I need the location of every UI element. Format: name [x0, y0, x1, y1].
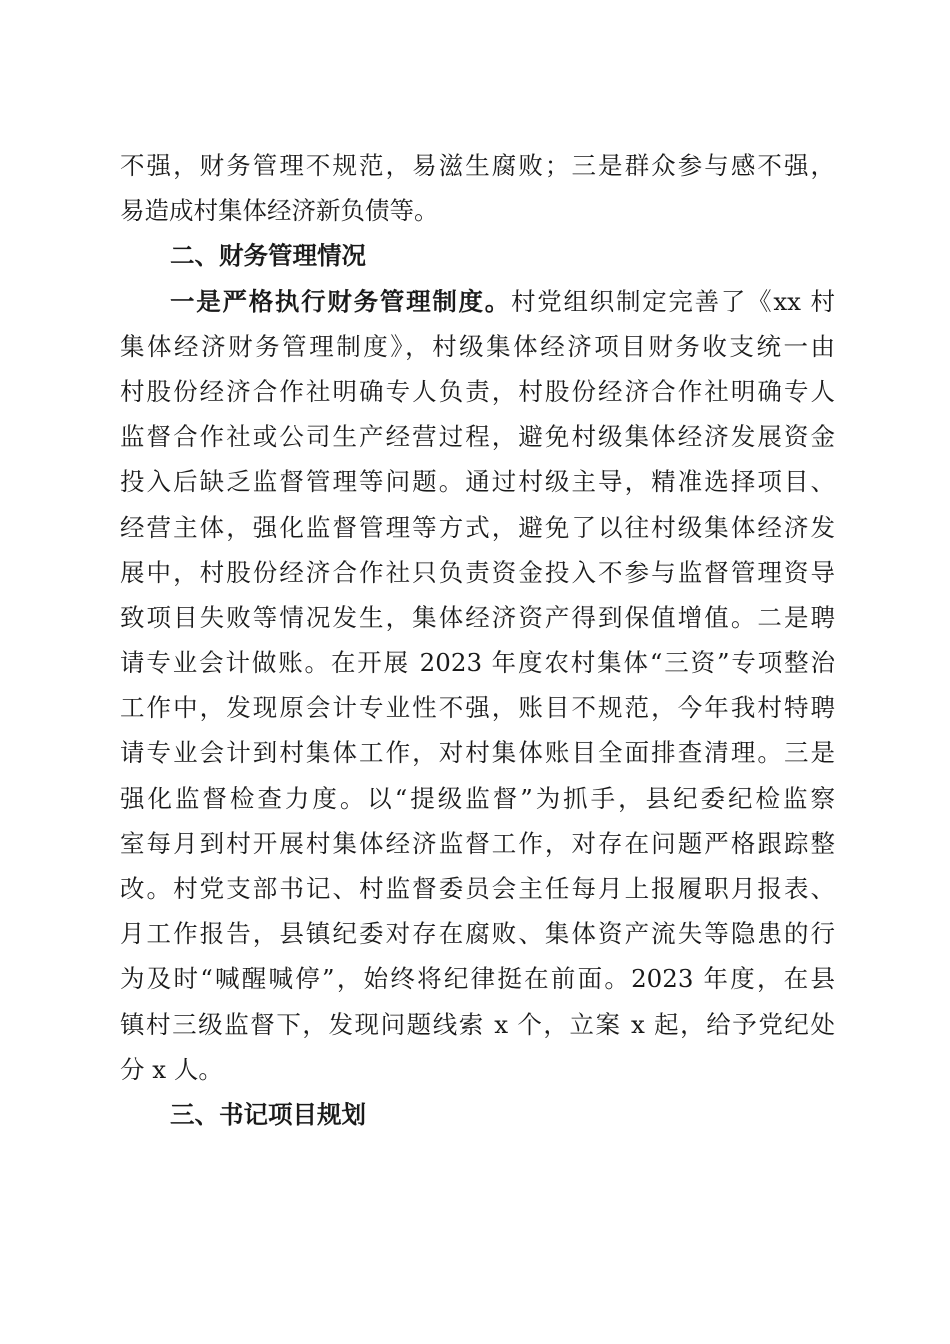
body-line: 致项目失败等情况发生，集体经济资产得到保值增值。二是聘	[120, 602, 835, 632]
section-heading-2: 二、财务管理情况	[170, 241, 366, 271]
body-line: 集体经济财务管理制度》，村级集体经济项目财务收支统一由	[120, 331, 835, 361]
body-line: 为及时“喊醒喊停”，始终将纪律挺在前面。2023 年度，在县	[120, 964, 835, 994]
body-line: 经营主体，强化监督管理等方式，避免了以往村级集体经济发	[120, 512, 835, 542]
body-line: 请专业会计到村集体工作，对村集体账目全面排查清理。三是	[120, 738, 835, 768]
body-line: 请专业会计做账。在开展 2023 年度农村集体“三资”专项整治	[120, 648, 835, 678]
body-line: 强化监督检查力度。以“提级监督”为抓手，县纪委纪检监察	[120, 783, 835, 813]
body-text: 村党组织制定完善了《xx 村	[511, 286, 836, 316]
body-line: 不强，财务管理不规范，易滋生腐败；三是群众参与感不强，	[120, 151, 835, 180]
section-heading-3: 三、书记项目规划	[170, 1099, 366, 1129]
body-line: 改。村党支部书记、村监督委员会主任每月上报履职月报表、	[120, 874, 835, 903]
body-line: 展中，村股份经济合作社只负责资金投入不参与监督管理资导	[120, 557, 835, 587]
body-line: 室每月到村开展村集体经济监督工作，对存在问题严格跟踪整	[120, 828, 835, 858]
body-line: 投入后缺乏监督管理等问题。通过村级主导，精准选择项目、	[120, 467, 835, 497]
body-line: 镇村三级监督下，发现问题线索 x 个，立案 x 起，给予党纪处	[120, 1009, 835, 1039]
body-line: 易造成村集体经济新负债等。	[120, 196, 439, 226]
body-line: 监督合作社或公司生产经营过程，避免村级集体经济发展资金	[120, 422, 835, 452]
body-line: 村股份经济合作社明确专人负责，村股份经济合作社明确专人	[120, 376, 835, 406]
paragraph-first-line	[120, 279, 835, 324]
document-body	[120, 143, 835, 1137]
body-line: 月工作报告，县镇纪委对存在腐败、集体资产流失等隐患的行	[120, 919, 835, 949]
body-line: 工作中，发现原会计专业性不强，账目不规范，今年我村特聘	[120, 693, 835, 723]
bold-lead-text: 一是严格执行财务管理制度。	[170, 286, 512, 316]
body-line: 分 x 人。	[120, 1054, 223, 1084]
